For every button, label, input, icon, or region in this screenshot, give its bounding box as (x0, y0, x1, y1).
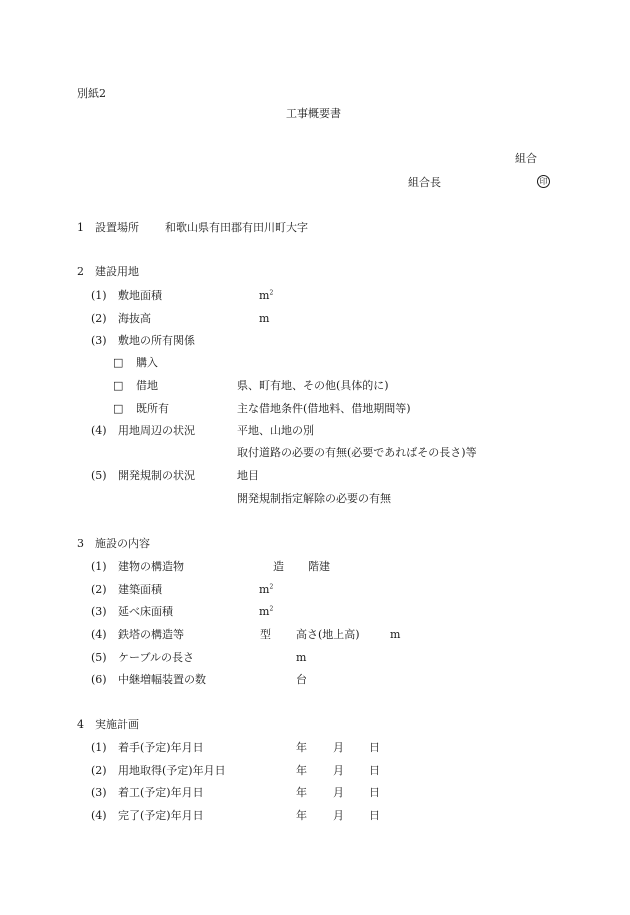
day-unit: 日 (369, 741, 380, 754)
checkbox-lease: □ (113, 379, 124, 392)
document-title: 工事概要書 (286, 107, 341, 120)
start-date-label: 着手(予定)年月日 (118, 741, 204, 754)
year-unit: 年 (296, 786, 307, 799)
item-number: (4) (91, 809, 107, 822)
section-1-heading: 1 設置場所 (77, 221, 139, 234)
unit-m: m (259, 289, 270, 302)
tower-label: 鉄塔の構造等 (118, 628, 184, 641)
tower-height-unit: m (390, 628, 401, 641)
amplifier-unit: 台 (296, 673, 307, 686)
year-unit: 年 (296, 809, 307, 822)
day-unit: 日 (369, 809, 380, 822)
option-owned: 既所有 (136, 402, 169, 415)
altitude-unit: m (259, 312, 270, 325)
floor-area-unit (259, 606, 273, 617)
building-area-unit (259, 584, 273, 595)
development-label: 開発規制の状況 (118, 469, 195, 482)
amplifier-label: 中継増幅装置の数 (118, 673, 206, 686)
option-purchase: 購入 (136, 356, 158, 369)
month-unit: 月 (333, 786, 344, 799)
item-number: (3) (91, 786, 107, 799)
item-number: (5) (91, 469, 107, 482)
year-unit: 年 (296, 764, 307, 777)
union-head-label: 組合長 (408, 176, 441, 189)
item-number: (5) (91, 651, 107, 664)
surroundings-value-2: 取付道路の必要の有無(必要であればその長さ)等 (237, 446, 477, 459)
unit-superscript-2: 2 (269, 583, 274, 591)
month-unit: 月 (333, 764, 344, 777)
floor-area-label: 延べ床面積 (118, 605, 173, 618)
item-number: (6) (91, 673, 107, 686)
section-3-heading: 3 施設の内容 (77, 537, 150, 550)
unit-superscript-2: 2 (269, 605, 274, 613)
item-number: (1) (91, 741, 107, 754)
surroundings-value-1: 平地、山地の別 (237, 424, 314, 437)
structure-unit: 造 (273, 560, 284, 573)
month-unit: 月 (333, 741, 344, 754)
cable-length-label: ケーブルの長さ (118, 651, 195, 664)
tower-height-label: 高さ(地上高) (296, 628, 360, 641)
item-number: (4) (91, 424, 107, 437)
site-area-unit (259, 290, 273, 301)
item-number: (3) (91, 605, 107, 618)
item-number: (2) (91, 312, 107, 325)
item-number: (2) (91, 583, 107, 596)
year-unit: 年 (296, 741, 307, 754)
unit-m: m (259, 583, 270, 596)
item-number: (4) (91, 628, 107, 641)
cable-length-unit: m (296, 651, 307, 664)
item-number: (3) (91, 334, 107, 347)
construction-start-date-label: 着工(予定)年月日 (118, 786, 204, 799)
development-value-2: 開発規制指定解除の必要の有無 (237, 492, 391, 505)
item-number: (1) (91, 560, 107, 573)
attachment-label: 別紙2 (77, 87, 106, 100)
seal-mark: 印 (537, 175, 550, 188)
item-number: (1) (91, 289, 107, 302)
union-label: 組合 (515, 152, 537, 165)
day-unit: 日 (369, 764, 380, 777)
checkbox-purchase: □ (113, 356, 124, 369)
development-value-1: 地目 (237, 469, 259, 482)
location-value: 和歌山県有田郡有田川町大字 (165, 221, 308, 234)
option-lease: 借地 (136, 379, 158, 392)
owned-note: 主な借地条件(借地料、借地期間等) (237, 402, 411, 415)
lease-note: 県、町有地、その他(具体的に) (237, 379, 389, 392)
unit-superscript-2: 2 (269, 289, 274, 297)
day-unit: 日 (369, 786, 380, 799)
month-unit: 月 (333, 809, 344, 822)
section-4-heading: 4 実施計画 (77, 718, 139, 731)
item-number: (2) (91, 764, 107, 777)
building-area-label: 建築面積 (118, 583, 162, 596)
unit-m: m (259, 605, 270, 618)
altitude-label: 海抜高 (118, 312, 151, 325)
floors-unit: 階建 (308, 560, 330, 573)
surroundings-label: 用地周辺の状況 (118, 424, 195, 437)
checkbox-owned: □ (113, 402, 124, 415)
completion-date-label: 完了(予定)年月日 (118, 809, 204, 822)
tower-type-unit: 型 (260, 628, 271, 641)
site-area-label: 敷地面積 (118, 289, 162, 302)
section-2-heading: 2 建設用地 (77, 265, 139, 278)
structure-label: 建物の構造物 (118, 560, 184, 573)
ownership-label: 敷地の所有関係 (118, 334, 195, 347)
land-acquisition-date-label: 用地取得(予定)年月日 (118, 764, 226, 777)
